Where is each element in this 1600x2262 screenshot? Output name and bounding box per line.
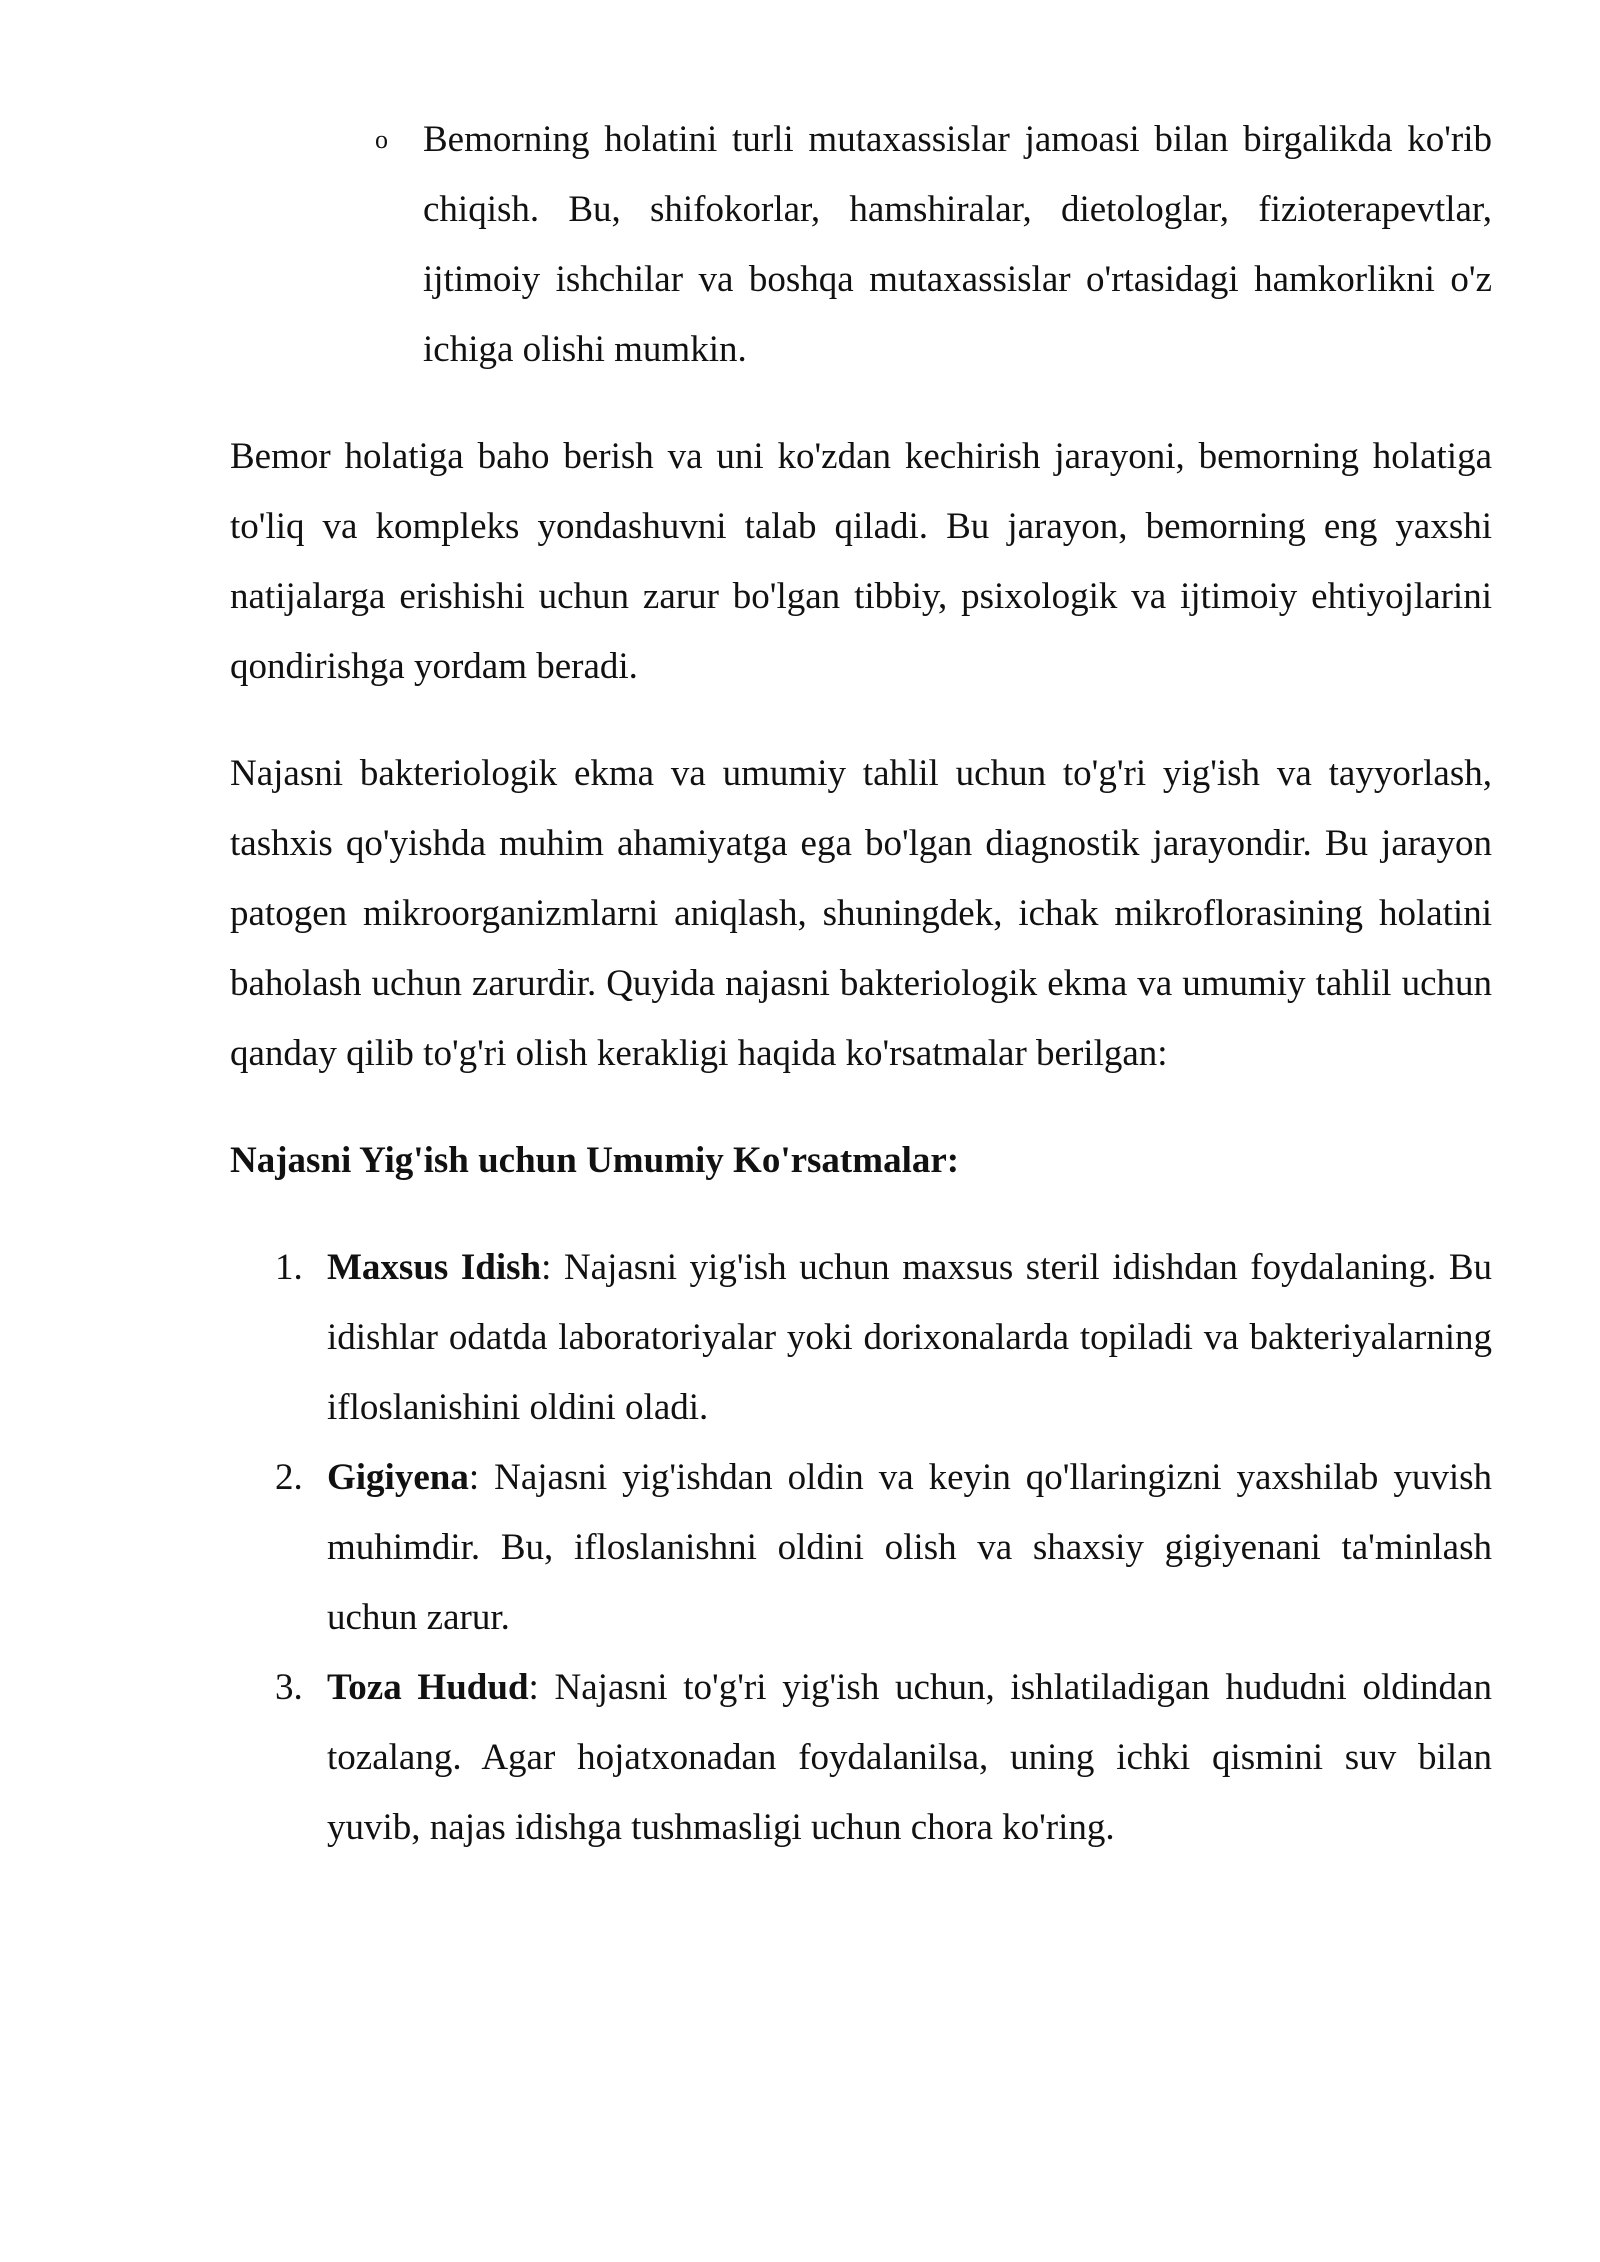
list-term: Gigiyena: [327, 1457, 469, 1498]
paragraph-stool-collection: Najasni bakteriologik ekma va umumiy tahlil uchun to'g'ri yig'ish va tayyorlash, tashxis qo'yishda muhim ahamiyatga ega bo'lgan diagnostik jarayondir. Bu jarayon patogen mikroorganizmlarni aniqlash, shuningdek, ichak mikroflorasining holatini baholash uchun zarurdir. Quyida najasni bakteriologik ekma va umumiy tahlil uchun qanday qilib to'g'ri olish kerakligi haqida ko'rsatmalar berilgan:: [230, 753, 1492, 1074]
list-separator: :: [468, 1457, 480, 1498]
section-heading: Najasni Yig'ish uchun Umumiy Ko'rsatmalar:: [230, 1140, 960, 1181]
paragraph-assessment: Bemor holatiga baho berish va uni ko'zdan kechirish jarayoni, bemorning holatiga to'liq va kompleks yondashuvni talab qiladi. Bu jarayon, bemorning eng yaxshi natijalarga erishishi uchun zarur bo'lgan tibbiy, psixologik va ijtimoiy ehtiyojlarini qondirishga yordam beradi.: [230, 436, 1492, 687]
list-separator: :: [541, 1247, 552, 1288]
instructions-list: [230, 1233, 1492, 1863]
list-number: 1.: [275, 1247, 303, 1288]
list-term: Maxsus Idish: [327, 1247, 542, 1288]
bullet-text: Bemorning holatini turli mutaxassislar jamoasi bilan birgalikda ko'rib chiqish. Bu, shifokorlar, hamshiralar, dietologlar, fizioterapevtlar, ijtimoiy ishchilar va boshqa mutaxassislar o'rtasidagi hamkorlikni o'z ichiga olishi mumkin.: [423, 119, 1492, 370]
list-item: [275, 1233, 1493, 1443]
bullet-marker: o: [375, 125, 388, 154]
list-text: Najasni to'g'ri yig'ish uchun, ishlatiladigan hududni oldindan tozalang. Agar hojatxonadan foydalanilsa, uning ichki qismini suv bilan yuvib, najas idishga tushmasligi uchun chora ko'ring.: [327, 1667, 1492, 1848]
list-number: 3.: [275, 1667, 303, 1708]
list-text: Najasni yig'ish uchun maxsus steril idishdan foydalaning. Bu idishlar odatda laboratoriyalar yoki dorixonalarda topiladi va bakteriyalarning ifloslanishini oldini oladi.: [327, 1247, 1493, 1428]
list-separator: :: [528, 1667, 539, 1708]
list-item: [275, 1443, 1492, 1653]
list-number: 2.: [275, 1457, 303, 1498]
bullet-item: [375, 105, 1492, 385]
list-term: Toza Hudud: [327, 1667, 529, 1708]
list-item: [275, 1653, 1492, 1863]
document-content: [230, 105, 1492, 1863]
list-text: Najasni yig'ishdan oldin va keyin qo'llaringizni yaxshilab yuvish muhimdir. Bu, ifloslanishni oldini olish va shaxsiy gigiyenani ta'minlash uchun zarur.: [327, 1457, 1492, 1638]
